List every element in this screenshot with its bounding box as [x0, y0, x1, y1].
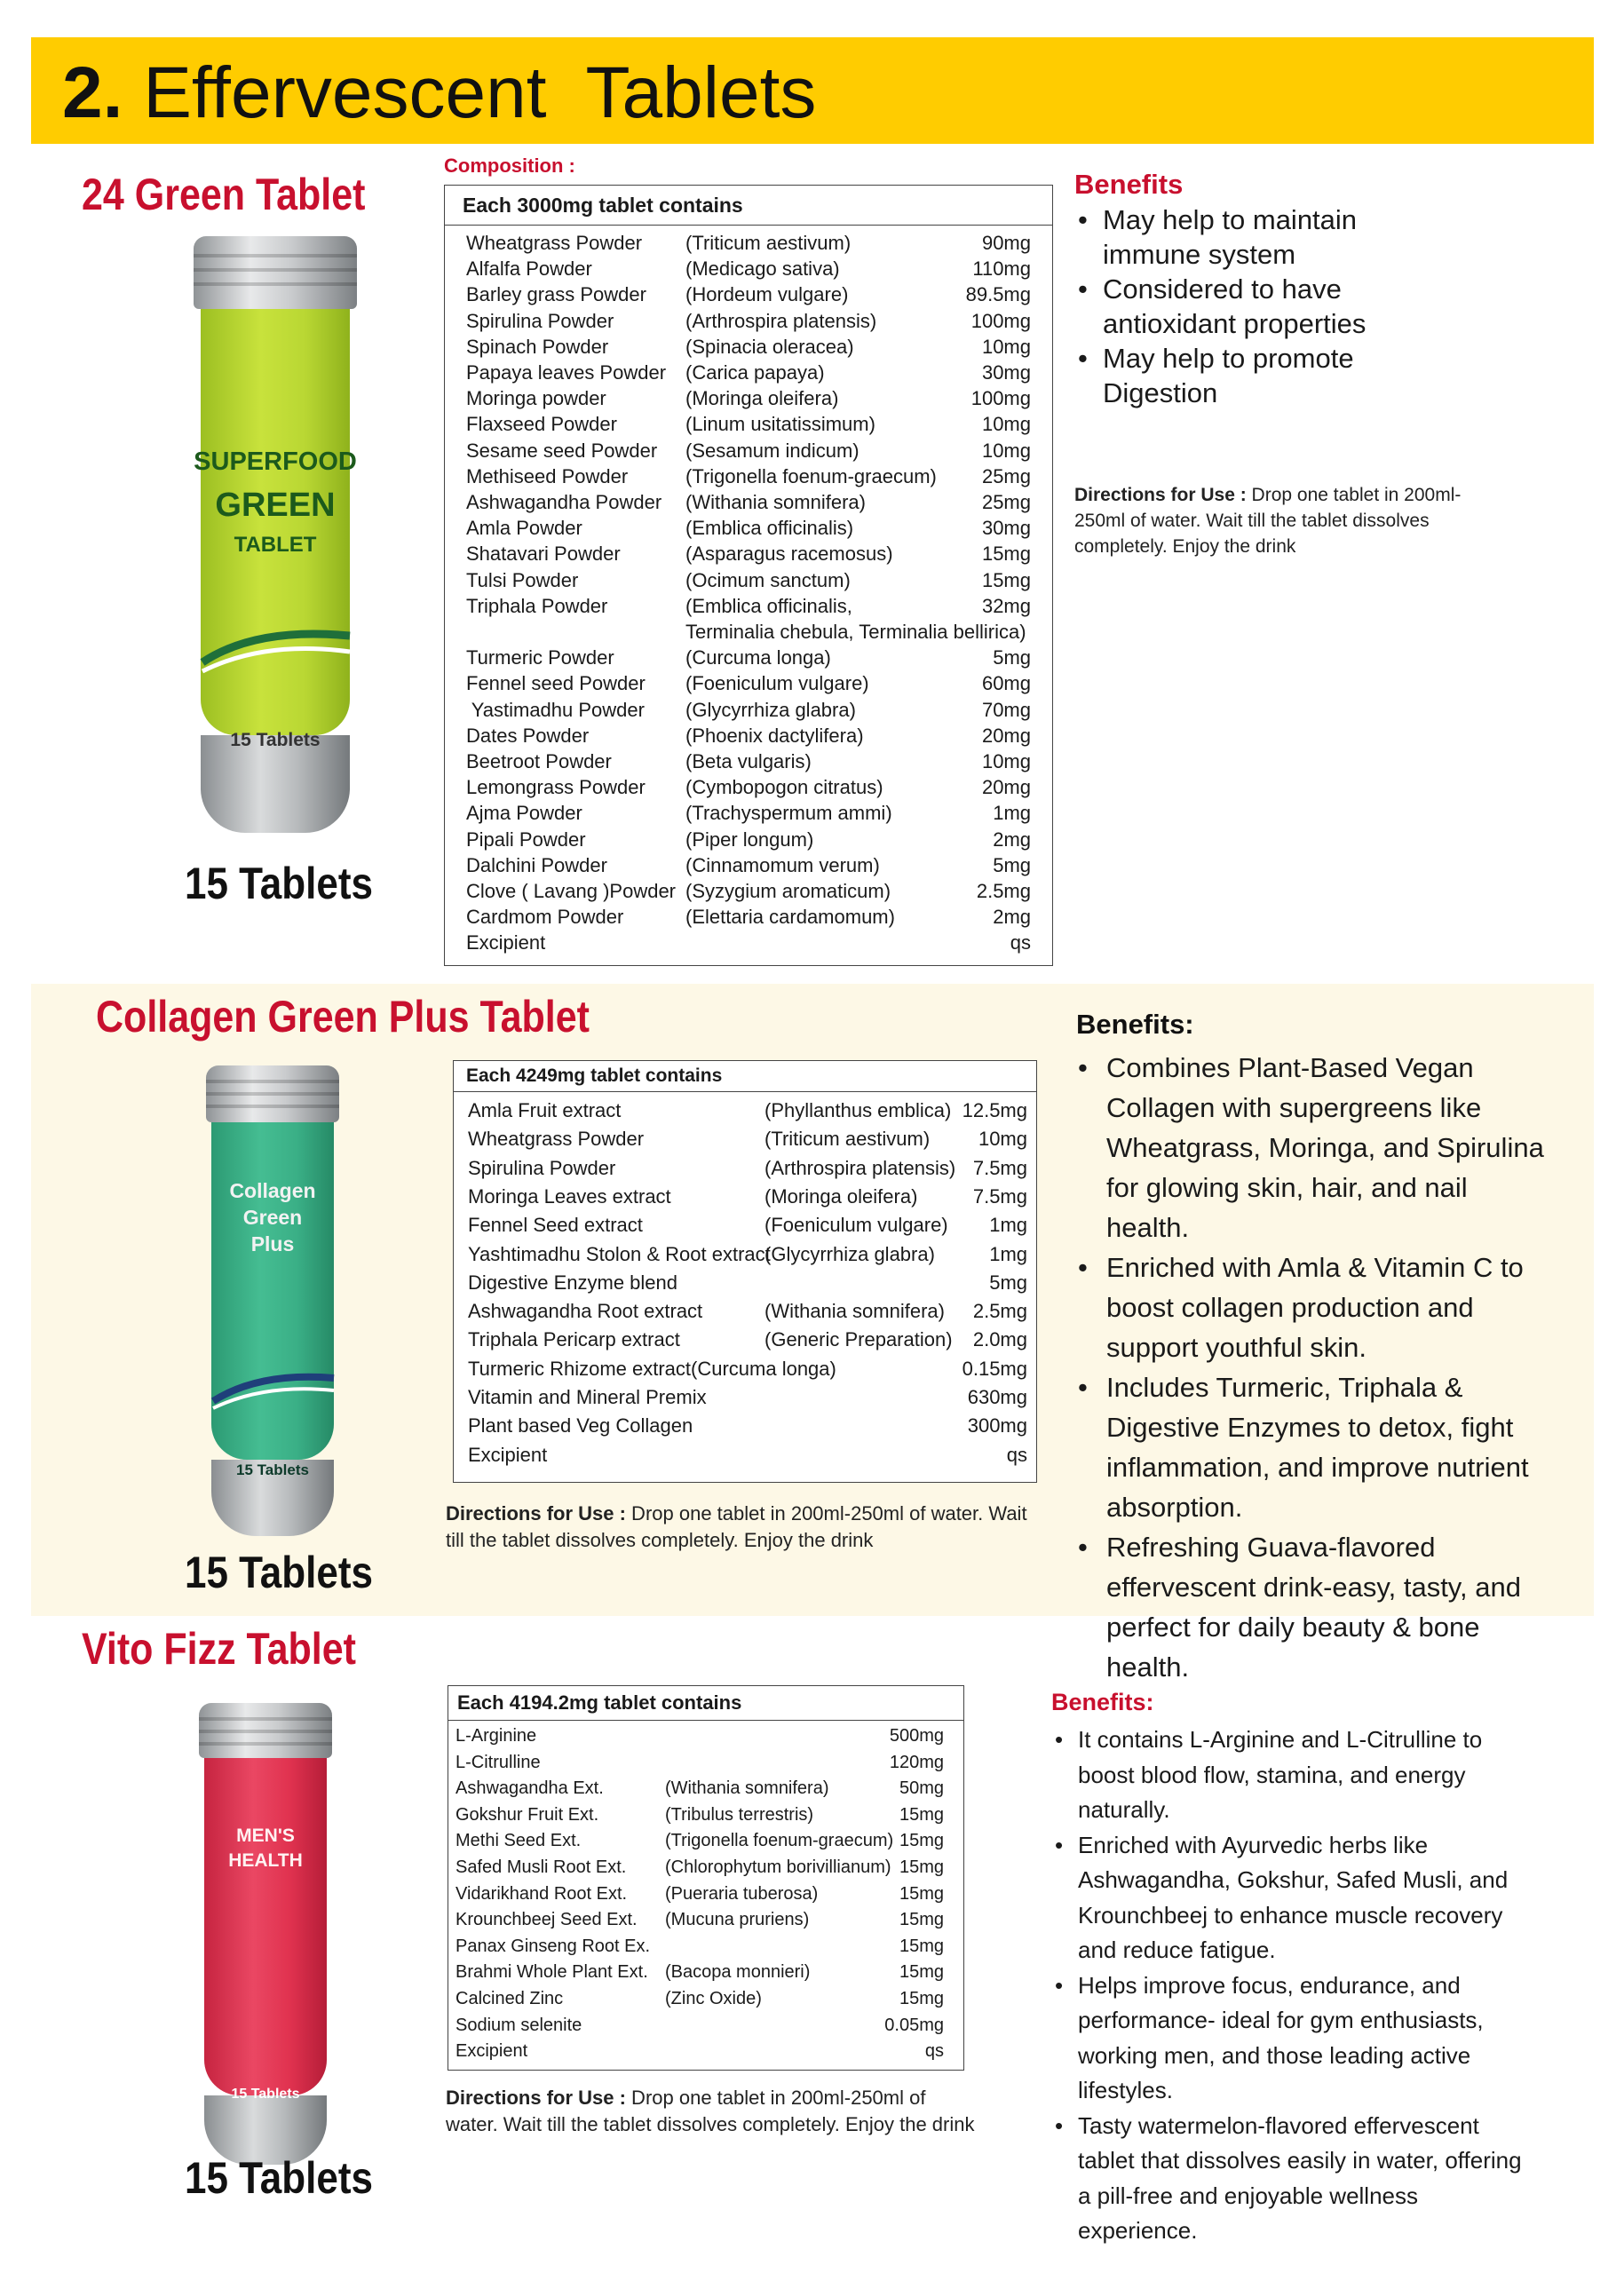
- ingredient-row: [445, 541, 1052, 566]
- ingredient-latin-name: (Cinnamomum verum): [685, 853, 880, 876]
- ingredient-amount: 0.15mg: [962, 1357, 1027, 1380]
- ingredient-row: [454, 1441, 1036, 1469]
- ingredient-latin-name: (Cymbopogon citratus): [685, 776, 883, 799]
- ingredient-amount: 70mg: [981, 698, 1031, 721]
- ingredient-row: [445, 852, 1052, 878]
- ingredient-name: Beetroot Powder: [466, 750, 612, 772]
- ingredient-name: L-Arginine: [456, 1726, 537, 1746]
- ingredient-latin-name: (Glycyrrhiza glabra): [685, 698, 856, 721]
- ingredient-row: [445, 360, 1052, 385]
- ingredient-row: [448, 1776, 963, 1802]
- directions-24-green: Directions for Use : Drop one tablet in 200ml-250ml of water. Wait till the tablet dissolves completely. Enjoy the drink: [1074, 485, 1462, 557]
- ingredient-name: Clove ( Lavang )Powder: [466, 880, 677, 902]
- ingredient-latin-name: (Sesamum indicum): [685, 439, 860, 462]
- ingredient-name: Vitamin and Mineral Premix: [468, 1386, 707, 1408]
- tube-tablet-count: 15 Tablets: [230, 730, 321, 750]
- ingredient-latin-name: (Emblica officinalis): [685, 517, 854, 540]
- ingredient-row: [445, 256, 1052, 281]
- ingredient-row: [448, 1907, 963, 1934]
- ingredient-amount: 15mg: [899, 1989, 944, 2008]
- composition-box-vito-fizz: [448, 1685, 964, 2071]
- ingredient-row: [448, 1802, 963, 1829]
- ingredient-name: Excipient: [468, 1443, 548, 1466]
- ingredient-amount: 60mg: [981, 672, 1031, 695]
- ingredient-amount: 300mg: [967, 1414, 1027, 1437]
- product-title-collagen-green-plus: Collagen Green Plus Tablet: [96, 992, 590, 1041]
- product-tube-vito-fizz: [199, 1703, 332, 2165]
- ingredient-latin-name: (Hordeum vulgare): [685, 283, 849, 306]
- ingredient-name: Plant based Veg Collagen: [468, 1414, 693, 1437]
- tube-label-line: TABLET: [234, 533, 317, 557]
- ingredient-row: [448, 2013, 963, 2039]
- tube-label-line: GREEN: [215, 487, 336, 524]
- ingredient-amount: 110mg: [972, 257, 1031, 281]
- ingredient-latin-name: (Ocimum sanctum): [685, 568, 851, 591]
- tube-swoosh-graphic: [194, 609, 357, 680]
- ingredient-amount: 90mg: [981, 232, 1031, 254]
- tube-label-line: Green: [242, 1206, 303, 1229]
- ingredient-amount: 7.5mg: [972, 1184, 1027, 1208]
- ingredient-amount: 100mg: [970, 387, 1031, 410]
- ingredient-amount: 25mg: [981, 491, 1031, 513]
- ingredient-row: [445, 645, 1052, 670]
- ingredient-name: Krounchbeej Seed Ext.: [456, 1910, 638, 1930]
- ingredient-name: Digestive Enzyme blend: [468, 1271, 678, 1294]
- ingredient-latin-name: (Trachyspermum ammi): [685, 802, 892, 825]
- ingredient-row: [454, 1097, 1036, 1125]
- benefit-item: • Refreshing Guava-flavored effervescent drink-easy, tasty, and perfect for daily beauty & bone health.: [1078, 1527, 1557, 1687]
- ingredient-amount: 12.5mg: [962, 1099, 1027, 1121]
- benefit-item: • Enriched with Ayurvedic herbs like Ashwagandha, Gokshur, Safed Musli, and Krounchbeej to enhance muscle recovery and reduce fatigue.: [1055, 1828, 1534, 1968]
- section-number: 2.: [62, 52, 123, 133]
- product-title-vito-fizz: Vito Fizz Tablet: [82, 1624, 356, 1674]
- tablet-count-vito-fizz: 15 Tablets: [185, 2153, 373, 2203]
- ingredient-name: Triphala Powder: [466, 594, 608, 617]
- ingredient-name: Spinach Powder: [466, 335, 609, 358]
- ingredient-latin-name: (Mucuna pruriens): [665, 1910, 810, 1930]
- tablet-count-collagen-green-plus: 15 Tablets: [185, 1548, 373, 1597]
- composition-header: Each 4249mg tablet contains: [454, 1061, 1036, 1092]
- ingredient-row: [448, 1828, 963, 1855]
- ingredient-row: [445, 619, 1052, 645]
- ingredient-amount: 15mg: [899, 1857, 944, 1877]
- ingredient-row: [445, 515, 1052, 541]
- benefits-list-collagen-green-plus: [1078, 1048, 1557, 1687]
- ingredient-amount: 15mg: [899, 1962, 944, 1983]
- ingredient-amount: qs: [1010, 931, 1031, 954]
- ingredient-row: [448, 1750, 963, 1777]
- tube-label-line: HEALTH: [228, 1850, 303, 1871]
- ingredient-latin-name: (Chlorophytum borivillianum): [665, 1857, 891, 1877]
- tube-label-line: Plus: [250, 1232, 295, 1255]
- ingredient-name: Gokshur Fruit Ext.: [456, 1804, 599, 1825]
- ingredient-row: [454, 1211, 1036, 1239]
- ingredient-name: Wheatgrass Powder: [466, 232, 643, 254]
- ingredient-name: Fennel seed Powder: [466, 672, 646, 695]
- ingredient-latin-name: (Zinc Oxide): [665, 1989, 762, 2008]
- ingredient-amount: 15mg: [899, 1804, 944, 1825]
- ingredient-amount: 630mg: [967, 1386, 1027, 1408]
- ingredient-amount: 10mg: [981, 750, 1031, 772]
- section-title: Effervescent Tablets: [143, 52, 817, 133]
- benefits-list-24-green: [1078, 202, 1451, 410]
- directions-vito-fizz: Directions for Use : Drop one tablet in 200ml-250ml of water. Wait till the tablet dissolves completely. Enjoy the drink: [446, 2087, 975, 2135]
- ingredient-amount: 500mg: [889, 1726, 944, 1746]
- ingredient-latin-name: (Arthrospira platensis): [685, 309, 877, 332]
- ingredient-amount: 30mg: [981, 517, 1031, 540]
- ingredient-amount: 15mg: [899, 1831, 944, 1851]
- ingredient-name: Cardmom Powder: [466, 906, 624, 929]
- ingredient-latin-name: (Trigonella foenum-graecum): [685, 464, 937, 487]
- ingredient-amount: 10mg: [981, 439, 1031, 462]
- composition-box-24-green: [444, 185, 1053, 966]
- ingredient-row: [445, 593, 1052, 619]
- ingredient-row: [454, 1125, 1036, 1153]
- ingredient-name: Wheatgrass Powder: [468, 1128, 645, 1151]
- tube-swoosh-graphic: [206, 1358, 339, 1412]
- ingredient-row: [445, 827, 1052, 852]
- ingredient-amount: 25mg: [981, 464, 1031, 487]
- ingredient-row: [445, 463, 1052, 489]
- benefit-item: • May help to maintain immune system: [1078, 202, 1451, 272]
- ingredient-name: Excipient: [456, 2041, 528, 2062]
- ingredient-amount: qs: [1006, 1443, 1027, 1466]
- ingredient-latin-name: (Pueraria tuberosa): [665, 1883, 819, 1904]
- ingredient-amount: qs: [924, 2041, 944, 2062]
- ingredient-amount: 89.5mg: [965, 283, 1031, 306]
- ingredient-name: Turmeric Powder: [466, 646, 614, 669]
- product-tube-collagen-green-plus: [206, 1065, 339, 1536]
- ingredient-name: L-Citrulline: [456, 1752, 541, 1772]
- ingredient-amount: 5mg: [993, 646, 1031, 669]
- ingredient-amount: 1mg: [989, 1242, 1027, 1265]
- ingredient-name: Excipient: [466, 931, 546, 954]
- ingredient-amount: 15mg: [899, 1883, 944, 1904]
- ingredient-latin-name: (Arthrospira platensis): [764, 1156, 956, 1179]
- composition-header: Each 4194.2mg tablet contains: [448, 1686, 963, 1721]
- ingredient-latin-name: (Withania somnifera): [665, 1778, 829, 1799]
- ingredient-latin-name: (Generic Preparation): [764, 1328, 953, 1351]
- ingredient-latin-name: (Medicago sativa): [685, 257, 840, 281]
- ingredient-latin-name: (Piper longum): [685, 828, 814, 851]
- ingredient-amount: 30mg: [981, 361, 1031, 384]
- ingredient-name: Papaya leaves Powder: [466, 361, 667, 384]
- ingredient-latin-name: (Trigonella foenum-graecum): [665, 1831, 894, 1851]
- tablet-count-24-green: 15 Tablets: [185, 859, 373, 908]
- ingredient-row: [445, 904, 1052, 930]
- ingredient-amount: 0.05mg: [884, 2015, 944, 2035]
- ingredient-amount: 100mg: [970, 309, 1031, 332]
- ingredient-name: Sodium selenite: [456, 2015, 582, 2035]
- ingredient-row: [448, 2039, 963, 2065]
- ingredient-latin-name: (Phyllanthus emblica): [764, 1099, 952, 1121]
- ingredient-latin-name: Terminalia chebula, Terminalia bellirica): [685, 621, 1026, 643]
- ingredient-row: [454, 1326, 1036, 1354]
- directions-collagen-green-plus: Directions for Use : Drop one tablet in 200ml-250ml of water. Wait till the tablet dissolves completely. Enjoy the drink: [446, 1502, 1027, 1551]
- ingredient-latin-name: (Triticum aestivum): [764, 1128, 931, 1151]
- ingredient-name: Sesame seed Powder: [466, 439, 658, 462]
- ingredient-name: Ashwagandha Powder: [466, 491, 662, 513]
- ingredient-row: [454, 1154, 1036, 1183]
- tube-label-line: SUPERFOOD: [194, 447, 357, 476]
- ingredient-row: [445, 281, 1052, 307]
- tube-tablet-count: 15 Tablets: [236, 1461, 309, 1478]
- ingredient-amount: 10mg: [981, 335, 1031, 358]
- ingredient-name: Vidarikhand Root Ext.: [456, 1883, 628, 1904]
- ingredient-amount: 5mg: [993, 853, 1031, 876]
- ingredient-name: Barley grass Powder: [466, 283, 646, 306]
- ingredient-name: Dalchini Powder: [466, 853, 607, 876]
- benefit-item: • Includes Turmeric, Triphala & Digestive Enzymes to detox, fight inflammation, and improve nutrient absorption.: [1078, 1367, 1557, 1527]
- ingredient-latin-name: (Triticum aestivum): [685, 232, 852, 254]
- ingredient-amount: 2.5mg: [972, 1300, 1027, 1323]
- ingredient-name: Yastimadhu Powder: [466, 698, 645, 721]
- ingredient-row: [445, 567, 1052, 593]
- ingredient-name: Ajma Powder: [466, 802, 582, 825]
- ingredient-name: Flaxseed Powder: [466, 413, 617, 436]
- ingredient-row: [454, 1269, 1036, 1297]
- composition-label: Composition :: [444, 154, 575, 177]
- ingredient-name: Ashwagandha Ext.: [456, 1778, 604, 1799]
- ingredient-row: [445, 878, 1052, 904]
- ingredient-latin-name: (Carica papaya): [685, 361, 825, 384]
- ingredient-amount: 1mg: [989, 1214, 1027, 1237]
- ingredient-latin-name: (Withania somnifera): [685, 491, 866, 513]
- ingredient-row: [445, 489, 1052, 515]
- benefit-item: • Tasty watermelon-flavored effervescent tablet that dissolves easily in water, offering a pill-free and enjoyable wellness experience.: [1055, 2109, 1534, 2249]
- ingredient-amount: 2mg: [993, 828, 1031, 851]
- ingredient-row: [445, 411, 1052, 437]
- ingredient-latin-name: (Glycyrrhiza glabra): [764, 1242, 935, 1265]
- product-tube-24-green: [194, 236, 357, 833]
- ingredient-row: [454, 1383, 1036, 1412]
- ingredient-name: Moringa Leaves extract: [468, 1184, 671, 1208]
- ingredient-amount: 1mg: [993, 802, 1031, 825]
- ingredient-name: Amla Powder: [466, 517, 582, 540]
- tube-label-line: Collagen: [229, 1179, 316, 1202]
- ingredient-name: Moringa powder: [466, 387, 606, 410]
- ingredient-latin-name: (Withania somnifera): [764, 1300, 945, 1323]
- ingredient-amount: 15mg: [981, 568, 1031, 591]
- ingredient-amount: 15mg: [899, 1910, 944, 1930]
- ingredient-row: [448, 1855, 963, 1881]
- benefits-title-24-green: Benefits: [1074, 169, 1184, 200]
- ingredient-row: [454, 1412, 1036, 1440]
- benefits-title-collagen-green-plus: Benefits:: [1076, 1009, 1194, 1040]
- ingredient-latin-name: (Emblica officinalis,: [685, 594, 852, 617]
- ingredient-latin-name: (Foeniculum vulgare): [685, 672, 869, 695]
- ingredient-latin-name: (Curcuma longa): [685, 646, 831, 669]
- benefit-item: • Enriched with Amla & Vitamin C to boost collagen production and support youthful skin.: [1078, 1247, 1557, 1367]
- ingredient-row: [454, 1297, 1036, 1326]
- ingredient-name: Panax Ginseng Root Ex.: [456, 1936, 651, 1956]
- ingredient-name: Shatavari Powder: [466, 543, 621, 566]
- ingredient-name: Methi Seed Ext.: [456, 1831, 582, 1851]
- ingredient-row: [445, 697, 1052, 723]
- ingredient-amount: 15mg: [899, 1936, 944, 1956]
- ingredient-name: Spirulina Powder: [468, 1156, 616, 1179]
- ingredient-row: [445, 385, 1052, 411]
- ingredient-row: [445, 748, 1052, 774]
- ingredient-amount: 7.5mg: [972, 1156, 1027, 1179]
- ingredient-amount: 5mg: [989, 1271, 1027, 1294]
- ingredient-amount: 2mg: [993, 906, 1031, 929]
- ingredient-latin-name: (Asparagus racemosus): [685, 543, 893, 566]
- ingredient-row: [448, 1960, 963, 1986]
- ingredient-name: Pipali Powder: [466, 828, 586, 851]
- ingredient-amount: 10mg: [981, 413, 1031, 436]
- ingredient-name: Safed Musli Root Ext.: [456, 1857, 627, 1877]
- page-title: [62, 44, 816, 142]
- benefit-item: • It contains L-Arginine and L-Citrulline to boost blood flow, stamina, and energy naturally.: [1055, 1723, 1534, 1828]
- ingredient-name: Methiseed Powder: [466, 464, 629, 487]
- ingredient-row: [445, 723, 1052, 748]
- benefits-list-vito-fizz: [1055, 1723, 1534, 2249]
- ingredient-amount: 50mg: [899, 1778, 944, 1799]
- composition-box-collagen-green-plus: [453, 1060, 1037, 1483]
- benefit-item: • Considered to have antioxidant properties: [1078, 272, 1451, 341]
- ingredient-latin-name: (Moringa oleifera): [764, 1184, 918, 1208]
- ingredient-amount: 20mg: [981, 776, 1031, 799]
- ingredient-name: Lemongrass Powder: [466, 776, 646, 799]
- ingredient-latin-name: (Moringa oleifera): [685, 387, 839, 410]
- ingredient-row: [445, 670, 1052, 696]
- ingredient-latin-name: (Elettaria cardamomum): [685, 906, 895, 929]
- tube-tablet-count: 15 Tablets: [231, 2087, 300, 2102]
- ingredient-name: Amla Fruit extract: [468, 1099, 622, 1121]
- ingredient-row: [448, 1934, 963, 1960]
- ingredient-row: [445, 308, 1052, 334]
- ingredient-row: [454, 1240, 1036, 1269]
- ingredient-row: [445, 930, 1052, 955]
- ingredient-name: Brahmi Whole Plant Ext.: [456, 1962, 648, 1983]
- ingredient-row: [445, 438, 1052, 463]
- ingredient-latin-name: (Beta vulgaris): [685, 750, 812, 772]
- ingredient-row: [445, 774, 1052, 800]
- ingredient-name: Tulsi Powder: [466, 568, 579, 591]
- ingredient-name: Fennel Seed extract: [468, 1214, 643, 1237]
- composition-header: Each 3000mg tablet contains: [445, 186, 1052, 226]
- ingredient-row: [454, 1183, 1036, 1211]
- ingredient-name: Turmeric Rhizome extract(Curcuma longa): [468, 1357, 836, 1380]
- ingredient-amount: 2.0mg: [972, 1328, 1027, 1351]
- ingredient-name: Dates Powder: [466, 724, 590, 747]
- ingredient-name: Yashtimadhu Stolon & Root extract: [468, 1242, 771, 1265]
- ingredient-row: [448, 1986, 963, 2013]
- tube-label-line: MEN'S: [236, 1826, 295, 1846]
- ingredient-amount: 120mg: [889, 1752, 944, 1772]
- ingredient-amount: 15mg: [981, 543, 1031, 566]
- ingredient-latin-name: (Syzygium aromaticum): [685, 880, 891, 902]
- ingredient-amount: 2.5mg: [976, 880, 1031, 902]
- benefit-item: • Helps improve focus, endurance, and performance- ideal for gym enthusiasts, working men, and those leading active lifestyles.: [1055, 1968, 1534, 2109]
- ingredient-latin-name: (Spinacia oleracea): [685, 335, 854, 358]
- ingredient-name: Triphala Pericarp extract: [468, 1328, 680, 1351]
- ingredient-latin-name: (Bacopa monnieri): [665, 1962, 811, 1983]
- ingredient-name: Calcined Zinc: [456, 1989, 564, 2008]
- ingredient-amount: 20mg: [981, 724, 1031, 747]
- ingredient-row: [445, 230, 1052, 256]
- ingredient-row: [445, 334, 1052, 360]
- ingredient-latin-name: (Phoenix dactylifera): [685, 724, 864, 747]
- ingredient-row: [448, 1881, 963, 1908]
- ingredient-name: Alfalfa Powder: [466, 257, 592, 281]
- benefit-item: • Combines Plant-Based Vegan Collagen with supergreens like Wheatgrass, Moringa, and Spirulina for glowing skin, hair, and nail health.: [1078, 1048, 1557, 1247]
- benefit-item: • May help to promote Digestion: [1078, 341, 1451, 410]
- ingredient-latin-name: (Linum usitatissimum): [685, 413, 875, 436]
- ingredient-name: Ashwagandha Root extract: [468, 1300, 703, 1323]
- ingredient-latin-name: (Foeniculum vulgare): [764, 1214, 948, 1237]
- ingredient-row: [448, 1723, 963, 1750]
- ingredient-row: [445, 800, 1052, 826]
- ingredient-row: [454, 1355, 1036, 1383]
- benefits-title-vito-fizz: Benefits:: [1051, 1689, 1154, 1715]
- ingredient-latin-name: (Tribulus terrestris): [665, 1804, 814, 1825]
- ingredient-name: Spirulina Powder: [466, 309, 614, 332]
- ingredient-amount: 32mg: [981, 594, 1031, 617]
- ingredient-amount: 10mg: [978, 1128, 1027, 1151]
- product-title-24-green: 24 Green Tablet: [82, 170, 366, 219]
